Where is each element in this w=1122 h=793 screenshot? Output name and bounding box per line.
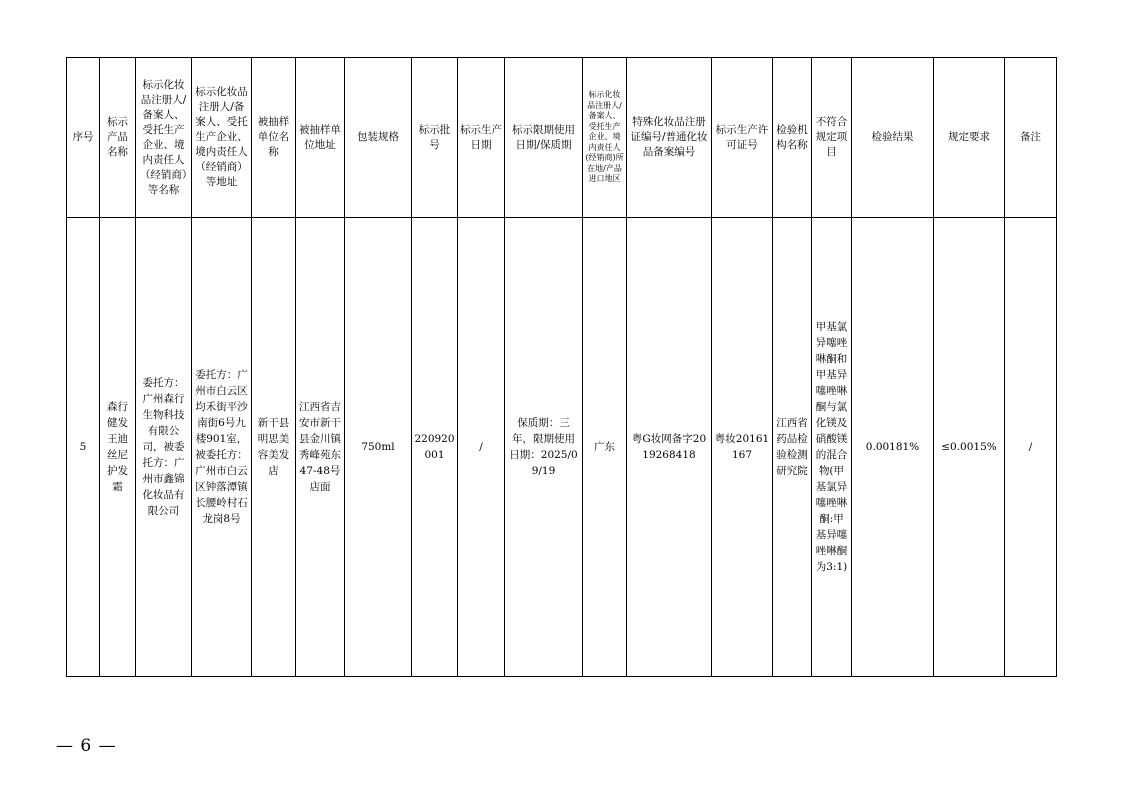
cell-expiry: 保质期：三年，限期使用日期：2025/09/19 bbox=[505, 218, 583, 677]
cell-remark: / bbox=[1005, 218, 1057, 677]
header-cell-expiry: 标示限期使用日期/保质期 bbox=[505, 58, 583, 218]
header-cell-product: 标示产品名称 bbox=[100, 58, 136, 218]
header-cell-no: 序号 bbox=[67, 58, 100, 218]
cell-sampled-unit: 新干县明思美容美发店 bbox=[252, 218, 296, 677]
header-cell-package: 包装规格 bbox=[345, 58, 412, 218]
inspection-table bbox=[66, 57, 1057, 677]
header-cell-company: 标示化妆品注册人/备案人、受托生产企业、境内责任人（经销商）等名称 bbox=[136, 58, 192, 218]
header-cell-region: 标示化妆品注册人/备案人、受托生产企业、境内责任人(经销商)所在地/产品进口地区 bbox=[583, 58, 627, 218]
cell-sampled-address: 江西省吉安市新干县金川镇秀峰苑东47-48号店面 bbox=[296, 218, 345, 677]
cell-result: 0.00181% bbox=[852, 218, 934, 677]
header-cell-result: 检验结果 bbox=[852, 58, 934, 218]
cell-license: 粤妆20161167 bbox=[712, 218, 773, 677]
cell-item: 甲基氯异噻唑啉酮和甲基异噻唑啉酮与氯化镁及硝酸镁的混合物(甲基氯异噻唑啉酮:甲基异噻唑啉酮为3:1) bbox=[812, 218, 852, 677]
cell-region: 广东 bbox=[583, 218, 627, 677]
header-cell-sampled-address: 被抽样单位地址 bbox=[296, 58, 345, 218]
cell-product: 森行健发王迪丝尼护发霜 bbox=[100, 218, 136, 677]
header-cell-item: 不符合规定项目 bbox=[812, 58, 852, 218]
header-cell-address: 标示化妆品注册人/备案人、受托生产企业、境内责任人（经销商）等地址 bbox=[192, 58, 252, 218]
header-row bbox=[67, 58, 1057, 218]
cell-package: 750ml bbox=[345, 218, 412, 677]
header-cell-sampled-unit: 被抽样单位名称 bbox=[252, 58, 296, 218]
cell-prod-date: / bbox=[458, 218, 505, 677]
cell-no: 5 bbox=[67, 218, 100, 677]
cell-lab: 江西省药品检验检测研究院 bbox=[773, 218, 812, 677]
page-number: — 6 — bbox=[56, 736, 117, 756]
header-cell-lab: 检验机构名称 bbox=[773, 58, 812, 218]
cell-requirement: ≤0.0015% bbox=[934, 218, 1005, 677]
cell-address: 委托方：广州市白云区均禾街平沙南街6号九楼901室，被委托方：广州市白云区钟落潭镇长腰岭村石龙岗8号 bbox=[192, 218, 252, 677]
header-cell-remark: 备注 bbox=[1005, 58, 1057, 218]
header-cell-license: 标示生产许可证号 bbox=[712, 58, 773, 218]
header-cell-reg-no: 特殊化妆品注册证编号/普通化妆品备案编号 bbox=[627, 58, 712, 218]
cell-batch: 220920001 bbox=[412, 218, 458, 677]
header-cell-prod-date: 标示生产日期 bbox=[458, 58, 505, 218]
header-cell-batch: 标示批号 bbox=[412, 58, 458, 218]
table-row bbox=[67, 218, 1057, 677]
header-cell-requirement: 规定要求 bbox=[934, 58, 1005, 218]
cell-reg-no: 粤G妆网备字2019268418 bbox=[627, 218, 712, 677]
cell-company: 委托方：广州森行生物科技有限公司，被委托方：广州市鑫锦化妆品有限公司 bbox=[136, 218, 192, 677]
